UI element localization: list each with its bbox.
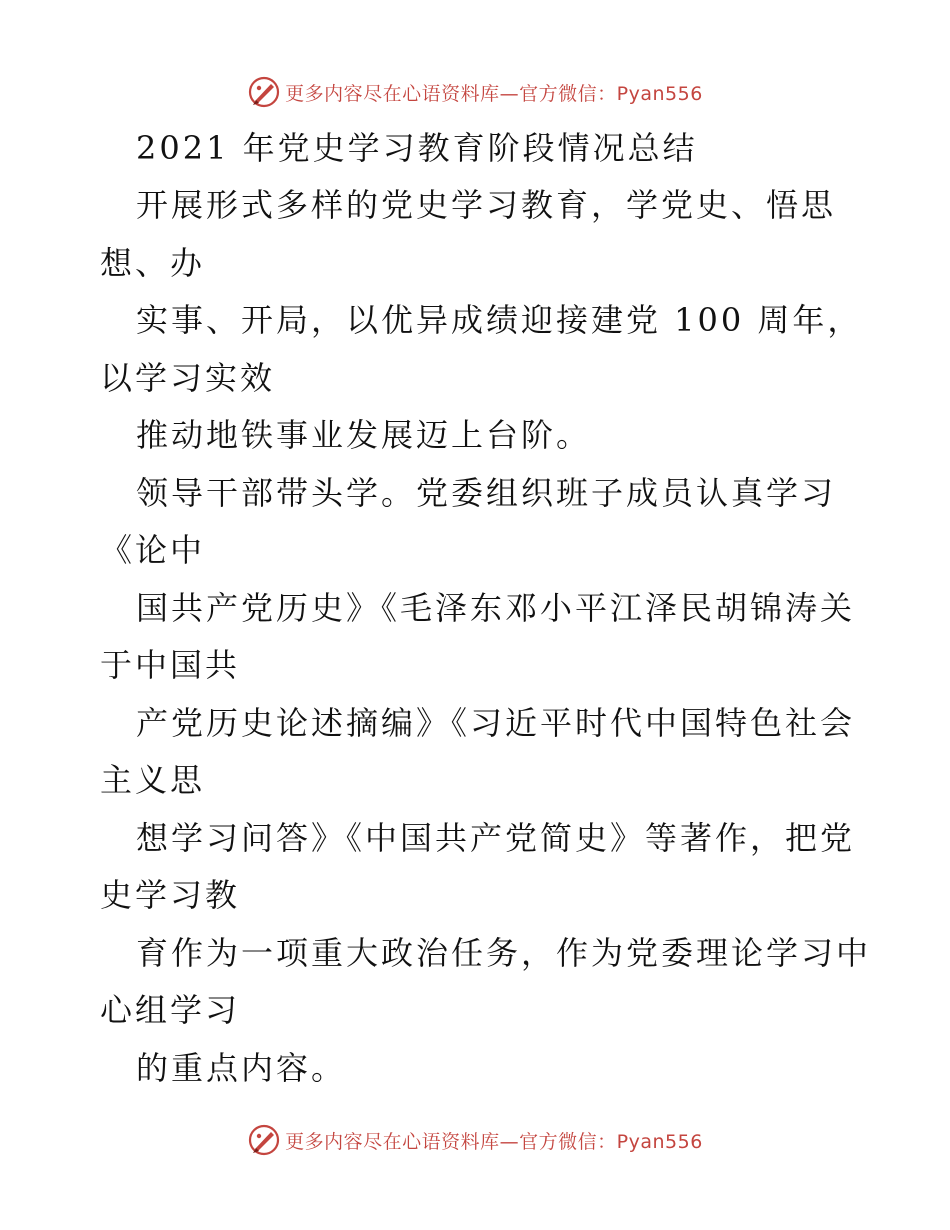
watermark-header (0, 72, 950, 112)
watermark-wechat-text: 官方微信：Pyan556 (519, 82, 703, 105)
paragraph-line: 心组学习 (100, 991, 241, 1029)
paragraph-line: 国共产党历史》《毛泽东邓小平江泽民胡锦涛关 (136, 589, 856, 627)
paragraph-line: 史学习教 (100, 876, 241, 914)
paragraph-line: 产党历史论述摘编》《习近平时代中国特色社会 (136, 704, 856, 742)
watermark-text (285, 1127, 703, 1154)
watermark-wechat-text: 官方微信：Pyan556 (519, 1130, 703, 1153)
paragraph-line: 领导干部带头学。党委组织班子成员认真学习 (136, 474, 837, 512)
paragraph-line: 《论中 (100, 531, 206, 569)
paragraph-line: 主义思 (100, 761, 206, 799)
paragraph-line: 想、办 (100, 244, 206, 282)
watermark-dash: — (499, 1130, 520, 1153)
watermark-text (285, 79, 703, 106)
document-title: 2021 年党史学习教育阶段情况总结 (136, 129, 698, 167)
pen-logo-icon (247, 1123, 281, 1157)
paragraph-line: 的重点内容。 (136, 1049, 347, 1087)
paragraph-line: 实事、开局，以优异成绩迎接建党 100 周年， (136, 301, 863, 339)
watermark-dash: — (499, 82, 520, 105)
pen-logo-icon (247, 75, 281, 109)
paragraph-line: 开展形式多样的党史学习教育，学党史、悟思 (136, 186, 837, 224)
paragraph-line: 育作为一项重大政治任务，作为党委理论学习中 (136, 934, 872, 972)
paragraph-line: 推动地铁事业发展迈上台阶。 (136, 416, 592, 454)
paragraph-line: 以学习实效 (100, 359, 276, 397)
watermark-main-text: 更多内容尽在心语资料库 (285, 1130, 500, 1153)
watermark-footer (0, 1120, 950, 1160)
paragraph-line: 想学习问答》《中国共产党简史》等著作，把党 (136, 819, 856, 857)
paragraph-line: 于中国共 (100, 646, 241, 684)
watermark-main-text: 更多内容尽在心语资料库 (285, 82, 500, 105)
